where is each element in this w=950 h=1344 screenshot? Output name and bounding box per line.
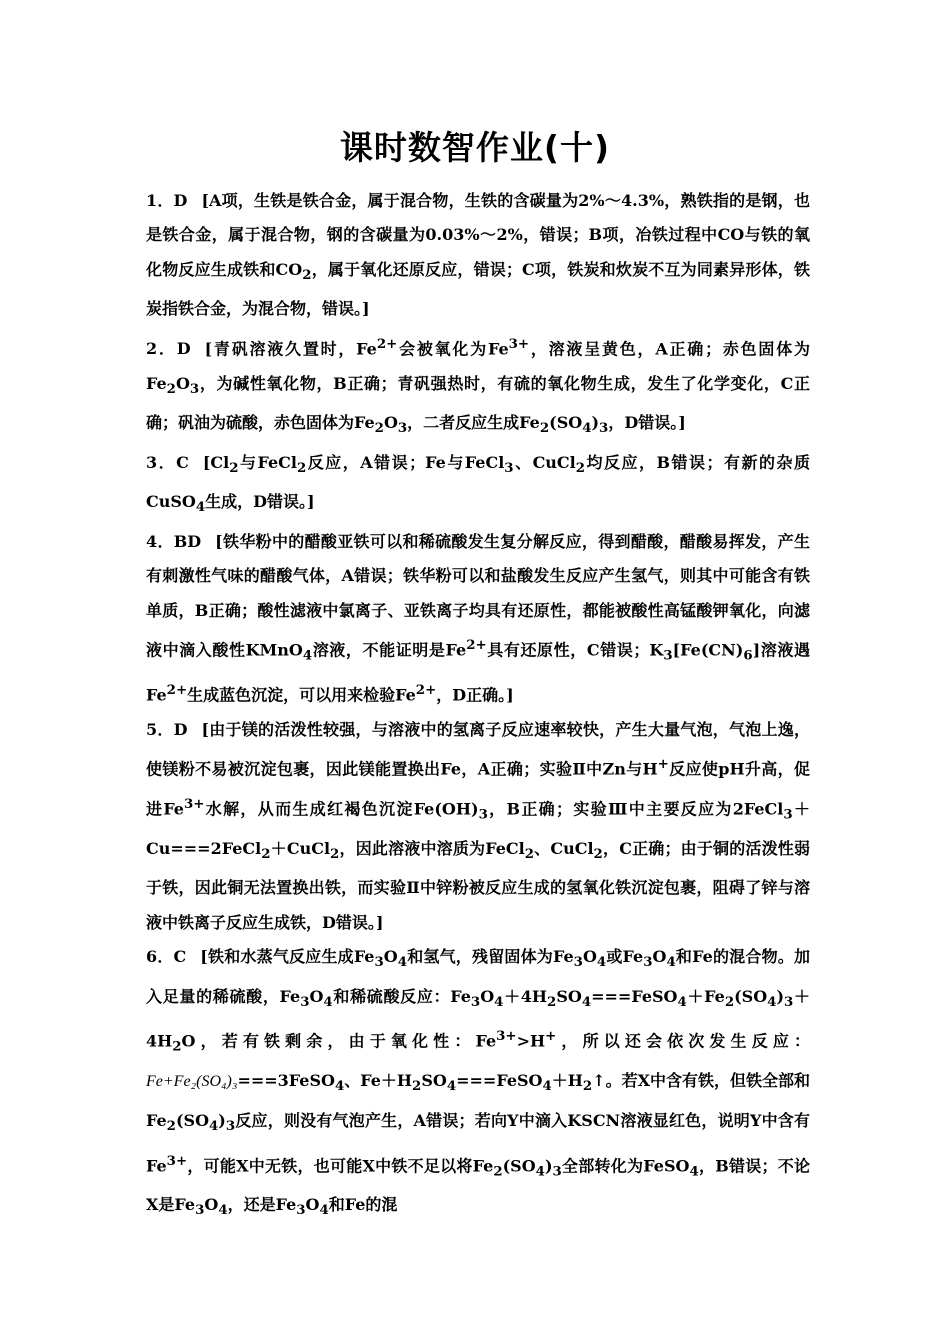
answer-label: 4．BD <box>146 531 202 551</box>
page-title: 课时数智作业(十) <box>339 128 611 167</box>
answer-body <box>146 184 810 1228</box>
italic-formula: Fe+Fe₂(SO₄)₃ <box>146 1073 238 1091</box>
answer-label: 6．C <box>146 947 187 967</box>
answer-item-6: 6．C [铁和水蒸气反应生成$Fe_3O_4$和氢气，残留固体为$Fe_3O_4$或$Fe_3O_4$和Fe的混合物。加入足量的稀硫酸，$Fe_3O_4$和稀硫酸反应：$Fe_3O_4+4H_2SO_4===FeSO_4+Fe_2(SO_4)_3+4H_2O$，若有铁剩余，由于氧化性：$Fe^{3+}>H^+$，所以还会依次发生反应：Fe+Fe₂(SO₄)₃===3FeSO$_4$、$Fe+H_2SO_4===FeSO_4+H_2↑$。若X中含有铁，但铁全部和$Fe_2(SO_4)_3$反应，则没有气泡产生，A错误；若向Y中滴入KSCN溶液显红色，说明Y中含有$Fe^{3+}$，可能X中无铁，也可能X中铁不足以将$Fe_2(SO_4)_3$全部转化为FeSO$_4$，B错误；不论X是$Fe_3O_4$，还是$Fe_3O_4$和Fe的混 <box>146 947 810 1219</box>
answer-item-3: 3．C [$Cl_2$与FeCl$_2$反应，A错误；Fe与FeCl$_3$、CuCl$_2$均反应，B错误；有新的杂质CuSO$_4$生成，D错误。] <box>146 452 810 516</box>
answer-label: 5．D <box>146 719 188 739</box>
answer-item-4: 4．BD [铁华粉中的醋酸亚铁可以和稀硫酸发生复分解反应，得到醋酸，醋酸易挥发，产生有刺激性气味的醋酸气体，A错误；铁华粉可以和盐酸发生反应产生氢气，则其中可能含有铁单质，B正确；酸性滤液中氯离子、亚铁离子均具有还原性，都能被酸性高锰酸钾氧化，向滤液中滴入酸性KMnO$_4$溶液，不能证明是$Fe^{2+}$具有还原性，C错误；$K_3[Fe(CN)_6]$溶液遇$Fe^{2+}$生成蓝色沉淀，可以用来检验$Fe^{2+}$，D正确。] <box>146 531 810 705</box>
answer-label: 3．C <box>146 452 189 472</box>
answer-label: 1．D <box>146 191 188 210</box>
answer-item-2: 2．D [青矾溶液久置时，$Fe^{2+}$会被氧化为$Fe^{3+}$，溶液呈黄色，A正确；赤色固体为$Fe_2O_3$，为碱性氧化物，B正确；青矾强热时，有硫的氧化物生成，发生了化学变化，C正确；矾油为硫酸，赤色固体为$Fe_2O_3$，二者反应生成$Fe_2(SO_4)_3$，D错误。] <box>146 335 810 437</box>
answer-label: 2．D <box>146 339 191 359</box>
answer-item-5: 5．D [由于镁的活泼性较强，与溶液中的氢离子反应速率较快，产生大量气泡，气泡上逸，使镁粉不易被沉淀包裹，因此镁能置换出Fe，A正确；实验Ⅱ中Zn与H+反应使pH升高，促进$Fe^{3+}$水解，从而生成红褐色沉淀$Fe(OH)_3$，B正确；实验Ⅲ中主要反应为2FeCl$_3$＋Cu===2FeCl$_2$＋CuCl$_2$，因此溶液中溶质为FeCl$_2$、CuCl$_2$，C正确；由于铜的活泼性弱于铁，因此铜无法置换出铁，而实验Ⅱ中锌粉被反应生成的氢氧化铁沉淀包裹，阻碍了锌与溶液中铁离子反应生成铁，D错误。] <box>146 719 810 932</box>
answer-item-1: 1．D [A项，生铁是铁合金，属于混合物，生铁的含碳量为2%～4.3%，熟铁指的是钢，也是铁合金，属于混合物，钢的含碳量为0.03%～2%，错误；B项，冶铁过程中CO与铁的氧化物反应生成铁和$CO_2$，属于氧化还原反应，错误；C项，铁炭和炊炭不互为同素异形体，铁炭指铁合金，为混合物，错误。] <box>146 191 810 319</box>
